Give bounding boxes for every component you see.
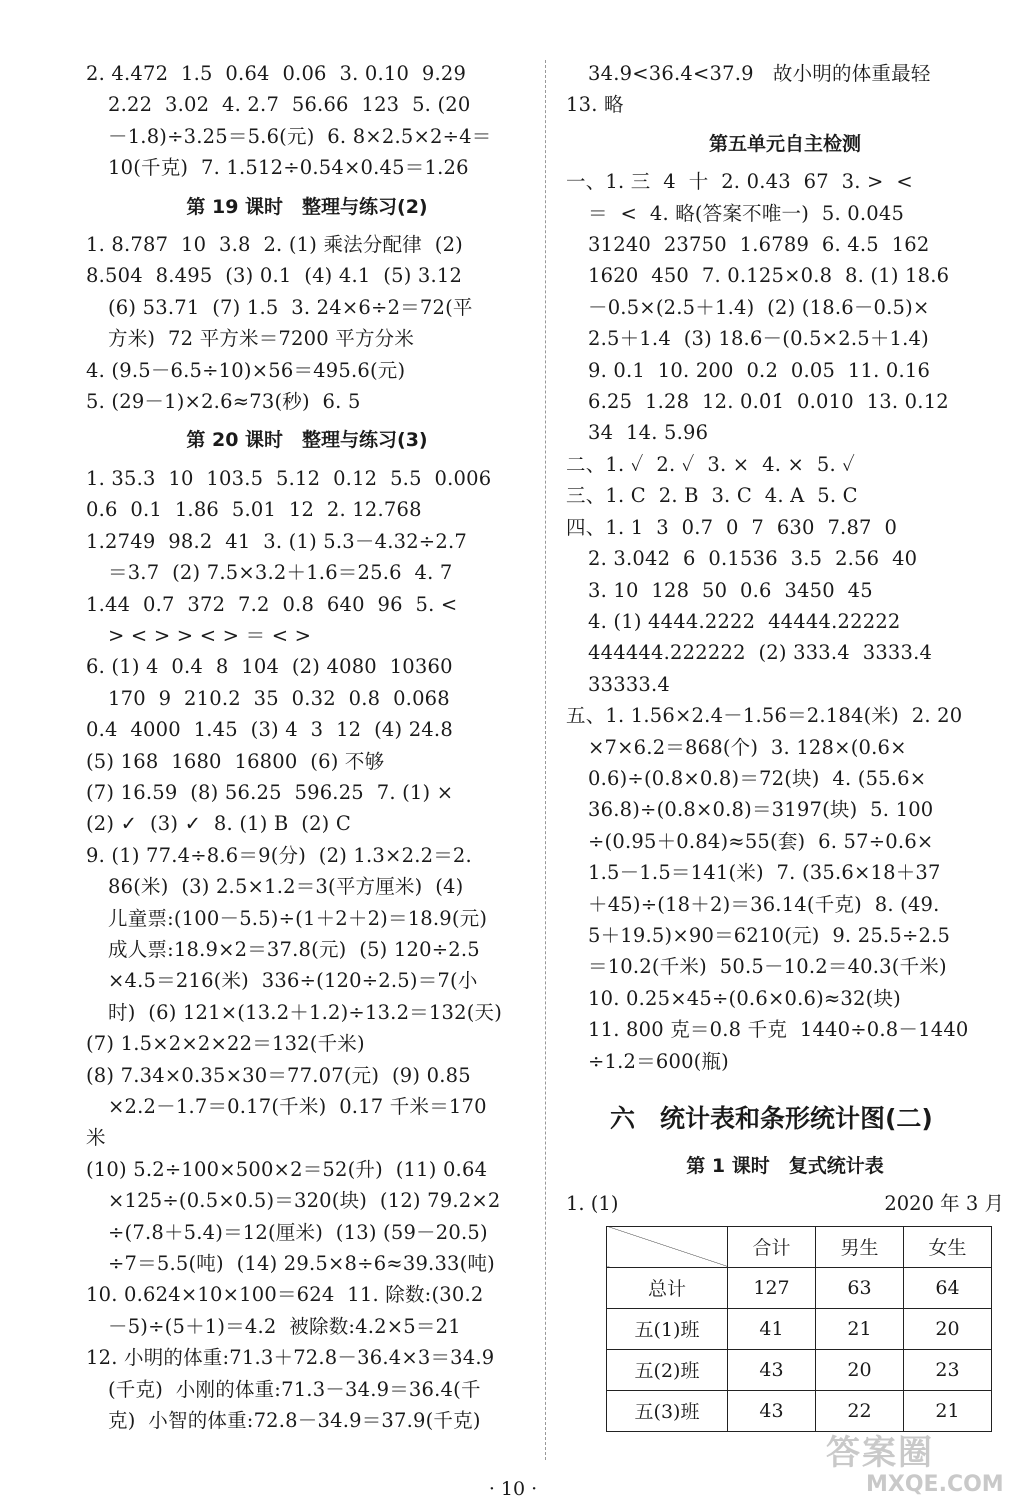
- table-row: [607, 1349, 992, 1390]
- answer-line: 米: [86, 1126, 106, 1150]
- table-cell: 五(2)班: [607, 1349, 728, 1390]
- answer-line: 5＋19.5)×90＝6210(元) 9. 25.5÷2.5: [588, 923, 951, 947]
- answer-line: 儿童票:(100－5.5)÷(1＋2＋2)＝18.9(元): [108, 906, 488, 930]
- right-column: [566, 58, 1004, 1432]
- table-cell: 20: [816, 1349, 904, 1390]
- answer-line: ＝ < 4. 略(答案不唯一) 5. 0.045: [588, 201, 905, 225]
- table-cell: 64: [904, 1267, 992, 1308]
- answers-block-lesson18: [86, 58, 528, 184]
- table-date: 2020 年 3 月: [884, 1192, 1004, 1216]
- answer-line: 0.4 4000 1.45 (3) 4 3 12 (4) 24.8: [86, 718, 453, 742]
- answer-line: 6. (1) 4 0.4 8 104 (2) 4080 10360: [86, 655, 453, 679]
- heading-lesson-1: 第 1 课时 复式统计表: [686, 1155, 884, 1177]
- table-corner-cell: [607, 1226, 728, 1267]
- answer-line: ÷(0.95＋0.84)≈55(套) 6. 57÷0.6×: [588, 829, 934, 853]
- answer-line: 1. 35.3 10 103.5 5.12 0.12 5.5 0.006: [86, 466, 492, 490]
- answer-line: 9. (1) 77.4÷8.6＝9(分) (2) 1.3×2.2＝2.: [86, 843, 472, 867]
- column-divider: [545, 60, 546, 1460]
- answers-block-lesson20: [86, 463, 528, 1437]
- table-row: [607, 1390, 992, 1431]
- table-cell: 20: [904, 1308, 992, 1349]
- answer-line: 方米) 72 平方米＝7200 平方分米: [108, 327, 415, 351]
- answer-line: 克) 小智的体重:72.8－34.9＝37.9(千克): [108, 1409, 481, 1433]
- table-cell: 21: [816, 1308, 904, 1349]
- answer-line: ÷1.2＝600(瓶): [588, 1049, 729, 1073]
- answer-line: ÷7＝5.5(吨) (14) 29.5×8÷6≈39.33(吨): [108, 1252, 495, 1276]
- answer-line: 444444.222222 (2) 333.4 3333.4: [588, 641, 933, 665]
- table-cell: 63: [816, 1267, 904, 1308]
- answer-line: (2) ✓ (3) ✓ 8. (1) B (2) C: [86, 812, 352, 836]
- answer-line: (10) 5.2÷100×500×2＝52(升) (11) 0.64: [86, 1157, 488, 1181]
- answer-line: ×4.5＝216(米) 336÷(120÷2.5)＝7(小: [108, 969, 478, 993]
- heading-lesson-19: 第 19 课时 整理与练习(2): [186, 195, 428, 218]
- table-cell: 总计: [607, 1267, 728, 1308]
- answer-line: 10. 0.25×45÷(0.6×0.6)≈32(块): [588, 986, 901, 1010]
- table-cell: 23: [904, 1349, 992, 1390]
- answer-line: 1.44 0.7 372 7.2 0.8 640 96 5. <: [86, 592, 458, 616]
- answer-line: 2. 3.042 6 0.1536 3.5 2.56 40: [588, 547, 918, 571]
- answer-line: 4. (1) 4444.2222 44444.22222: [588, 609, 901, 633]
- table-cell: 127: [728, 1267, 816, 1308]
- heading-lesson-20: 第 20 课时 整理与练习(3): [186, 429, 428, 452]
- answer-line: 1. 8.787 10 3.8 2. (1) 乘法分配律 (2): [86, 233, 463, 257]
- answer-line: 31240 23750 1.6789 6. 4.5 162: [588, 233, 930, 257]
- answers-block-lesson19: [86, 229, 528, 417]
- answer-line: 5. (29－1)×2.6≈73(秒) 6. 5: [86, 390, 361, 414]
- answer-line: 五、1. 1.56×2.4－1.56＝2.184(米) 2. 20: [566, 704, 963, 728]
- answer-line: 成人票:18.9×2＝37.8(元) (5) 120÷2.5: [108, 937, 480, 961]
- answer-line: ×2.2－1.7＝0.17(千米) 0.17 千米＝170: [108, 1095, 487, 1118]
- answer-line: 13. 略: [566, 93, 624, 117]
- answer-line: ÷(7.8＋5.4)＝12(厘米) (13) (59－20.5): [108, 1220, 488, 1244]
- answer-line: 1620 450 7. 0.125×0.8 8. (1) 18.6: [588, 264, 950, 288]
- answer-line: 2. 4.472 1.5 0.64 0.06 3. 0.10 9.29: [86, 62, 467, 85]
- answer-line: ＝3.7 (2) 7.5×3.2＋1.6＝25.6 4. 7: [108, 561, 453, 585]
- heading-unit5-test: 第五单元自主检测: [708, 132, 861, 155]
- answer-line: 12. 小明的体重:71.3＋72.8－36.4×3＝34.9: [86, 1346, 495, 1370]
- table-row: [607, 1308, 992, 1349]
- page-number: · 10 ·: [488, 1478, 538, 1500]
- answer-line: 34.9<36.4<37.9 故小明的体重最轻: [588, 62, 931, 85]
- answer-line: 170 9 210.2 35 0.32 0.8 0.068: [108, 686, 450, 710]
- table-row: [607, 1267, 992, 1308]
- answer-line: 2.22 3.02 4. 2.7 56.66 123 5. (20: [108, 93, 471, 117]
- answer-line: －0.5×(2.5＋1.4) (2) (18.6－0.5)×: [588, 295, 930, 319]
- table-cell: 21: [904, 1390, 992, 1431]
- answer-line: －1.8)÷3.25＝5.6(元) 6. 8×2.5×2÷4＝: [108, 124, 492, 148]
- answer-line: 1.2749 98.2 41 3. (1) 5.3－4.32÷2.7: [86, 529, 467, 553]
- table-cell: 五(3)班: [607, 1390, 728, 1431]
- chapter-6-title: 六 统计表和条形统计图(二): [610, 1104, 933, 1133]
- answer-line: 2.5＋1.4 (3) 18.6－(0.5×2.5＋1.4): [588, 327, 929, 351]
- answer-line: 0.6 0.1 1.86 5.01 12 2. 12.768: [86, 498, 422, 522]
- answer-line: (7) 1.5×2×2×22＝132(千米): [86, 1032, 365, 1056]
- answer-line: ＝10.2(千米) 50.5－10.2＝40.3(千米): [588, 955, 947, 979]
- compound-stat-table: [606, 1226, 992, 1432]
- answer-line: 8.504 8.495 (3) 0.1 (4) 4.1 (5) 3.12: [86, 264, 463, 288]
- answer-line: 1.5－1.5＝141(米) 7. (35.6×18＋37: [588, 861, 941, 885]
- answer-line: 10(千克) 7. 1.512÷0.54×0.45＝1.26: [108, 156, 469, 180]
- table-header-cell: 合计: [728, 1226, 816, 1267]
- table-label: 1. (1): [566, 1192, 619, 1216]
- answer-line: 36.8)÷(0.8×0.8)＝3197(块) 5. 100: [588, 798, 934, 822]
- watermark-line2: MXQE.COM: [866, 1472, 1004, 1497]
- answer-line: 三、1. C 2. B 3. C 4. A 5. C: [566, 484, 858, 508]
- answer-line: 33333.4: [588, 672, 671, 696]
- answer-line: 86(米) (3) 2.5×1.2＝3(平方厘米) (4): [108, 875, 464, 899]
- table-cell: 43: [728, 1390, 816, 1431]
- table-header-cell: 男生: [816, 1226, 904, 1267]
- answers-block-unit5: [566, 166, 1004, 1077]
- answer-line: (6) 53.71 (7) 1.5 3. 24×6÷2＝72(平: [108, 295, 473, 319]
- table-header-cell: 女生: [904, 1226, 992, 1267]
- table-cell: 41: [728, 1308, 816, 1349]
- answer-line: (8) 7.34×0.35×30＝77.07(元) (9) 0.85: [86, 1063, 471, 1087]
- answer-line: ＋45)÷(18＋2)＝36.14(千克) 8. (49.: [588, 892, 940, 916]
- answer-line: 4. (9.5－6.5÷10)×56＝495.6(元): [86, 358, 406, 382]
- answer-line: ×7×6.2＝868(个) 3. 128×(0.6×: [588, 735, 907, 759]
- answer-line: 四、1. 1 3 0.7 0 7 630 7.87 0: [566, 515, 898, 539]
- answer-line: 一、1. 三 4 十 2. 0.43 67 3. > <: [566, 170, 913, 194]
- answer-line: 10. 0.624×10×100＝624 11. 除数:(30.2: [86, 1283, 484, 1307]
- table-cell: 43: [728, 1349, 816, 1390]
- table-caption: [566, 1188, 1004, 1219]
- answer-line: (5) 168 1680 16800 (6) 不够: [86, 749, 385, 773]
- answer-line: > < > > < > ＝ < >: [108, 623, 312, 647]
- answer-line: 0.6)÷(0.8×0.8)＝72(块) 4. (55.6×: [588, 766, 927, 790]
- answer-line: 9. 0.1 10. 200 0.2 0.05 11. 0.16: [588, 358, 931, 382]
- answer-line: 6.25 1.28 12. 0.0̇1̇ 0.010 13. 0.12: [588, 390, 949, 414]
- answer-line: 二、1. ✓ 2. ✓ 3. × 4. × 5. ✓: [566, 452, 856, 476]
- answer-line: (7) 16.59 (8) 56.25 596.25 7. (1) ×: [86, 780, 454, 804]
- table-cell: 五(1)班: [607, 1308, 728, 1349]
- watermark-line1: 答案圈: [826, 1433, 934, 1473]
- left-column: [86, 58, 528, 1436]
- answers-block-continued: [566, 58, 1004, 121]
- answer-line: (千克) 小刚的体重:71.3－34.9＝36.4(千: [108, 1377, 481, 1401]
- watermark-logo: [826, 1434, 1006, 1504]
- answer-line: ×125÷(0.5×0.5)＝320(块) (12) 79.2×2: [108, 1189, 501, 1213]
- answer-line: 11. 800 克＝0.8 千克 1440÷0.8－1440: [588, 1018, 969, 1042]
- answer-line: 3. 10 128 50 0.6 3450 45: [588, 578, 873, 602]
- answer-line: －5)÷(5＋1)＝4.2 被除数:4.2×5＝21: [108, 1314, 461, 1338]
- table-cell: 22: [816, 1390, 904, 1431]
- answer-line: 时) (6) 121×(13.2＋1.2)÷13.2＝132(天): [108, 1000, 503, 1024]
- answer-line: 34 14. 5.96: [588, 421, 709, 445]
